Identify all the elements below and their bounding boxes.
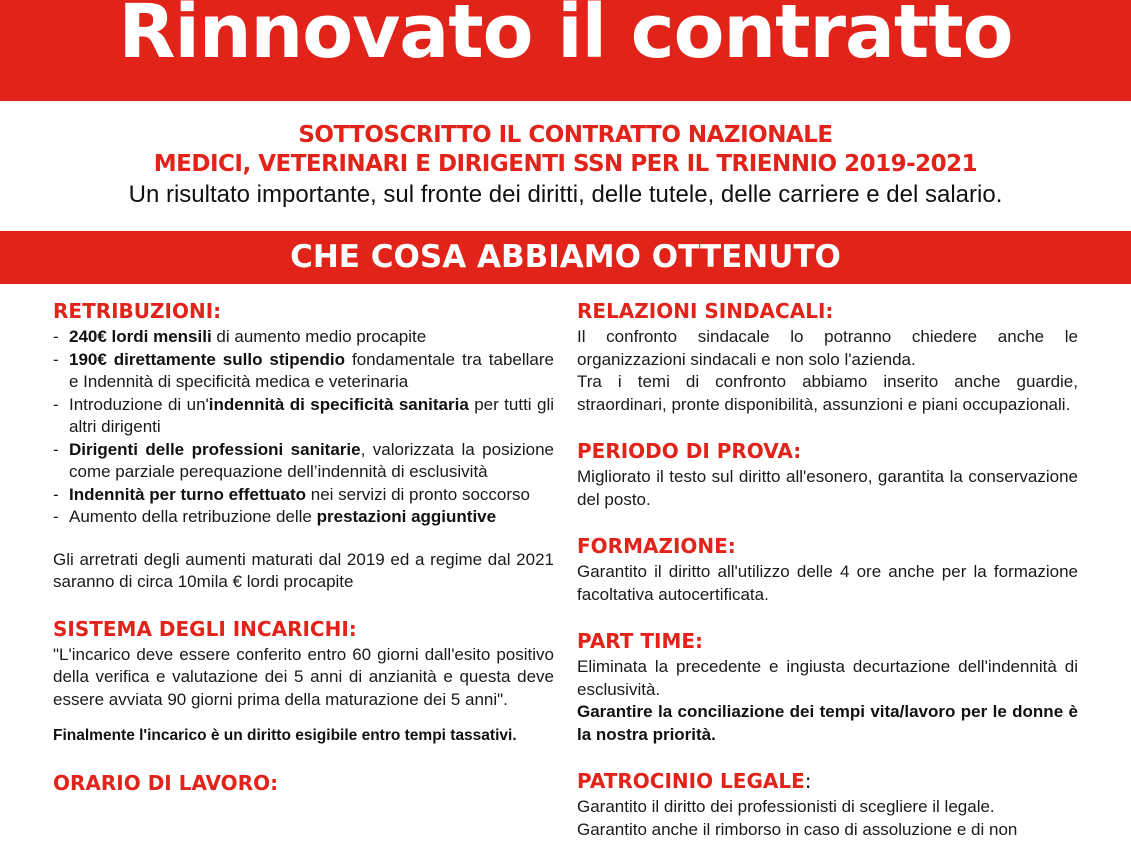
part-time-title: PART TIME: <box>577 629 704 653</box>
retribuzioni-title: RETRIBUZIONI: <box>53 299 222 323</box>
part-time-bold-text: Garantire la conciliazione dei tempi vita/lavoro per le donne è la nostra priorità. <box>577 702 1078 744</box>
item-text: Aumento della retribuzione delle <box>69 507 317 526</box>
item-bold: Indennità per turno effettuato <box>69 484 307 504</box>
part-time-text: Eliminata la precedente e ingiusta decurtazione dell'indennità di esclusività. <box>577 657 1078 699</box>
patrocinio-text-1: Garantito il diritto dei professionisti di scegliere il legale. <box>577 797 995 816</box>
incarichi-text: "L'incarico deve essere conferito entro 60 giorni dall'esito positivo della verifica e valutazione dei 5 anni di anzianità e questa deve essere avviata 90 giorni prima della maturazione dei 5 anni". <box>53 644 554 709</box>
formazione-title: FORMAZIONE: <box>577 534 736 558</box>
list-item <box>53 326 554 349</box>
patrocinio-title-text: PATROCINIO LEGALE <box>577 769 805 793</box>
patrocinio-colon: : <box>804 769 812 793</box>
item-text: Introduzione di un' <box>69 394 209 414</box>
formazione-text: Garantito il diritto all'utilizzo delle 4 ore anche per la formazione facoltativa autocertificata. <box>577 562 1078 604</box>
relazioni-title: RELAZIONI SINDACALI: <box>577 299 834 323</box>
subtitle-block <box>0 121 1131 211</box>
item-text: per tutti gli altri dirigenti <box>69 394 555 436</box>
list-item <box>53 506 554 529</box>
subtitle-line-1: SOTTOSCRITTO IL CONTRATTO NAZIONALE <box>298 122 833 148</box>
prova-text: Migliorato il testo sul diritto all'esonero, garantita la conservazione del posto. <box>577 467 1078 509</box>
retribuzioni-list <box>53 326 554 529</box>
item-bold: 240€ lordi mensili <box>69 327 212 346</box>
item-text: di aumento medio procapite <box>211 327 427 346</box>
item-text: nei servizi di pronto soccorso <box>306 484 530 504</box>
item-bold: Dirigenti delle professioni sanitarie <box>69 439 361 459</box>
item-text: , valorizzata la posizione come parziale perequazione dell’indennità di esclusività <box>69 439 554 481</box>
arretrati-text: Gli arretrati degli aumenti maturati dal 2019 ed a regime dal 2021 saranno di circa 10mila € lordi procapite <box>53 549 554 591</box>
incarichi-note: Finalmente l'incarico è un diritto esigibile entro tempi tassativi. <box>53 727 517 744</box>
section-bar <box>0 231 1131 284</box>
title-banner <box>0 0 1131 101</box>
orario-title: ORARIO DI LAVORO: <box>53 770 279 795</box>
patrocinio-title <box>577 766 1078 796</box>
list-item <box>53 394 554 439</box>
relazioni-text-1: Il confronto sindacale lo potranno chiedere anche le organizzazioni sindacali e non solo l'azienda. <box>577 327 1078 369</box>
incarichi-title: SISTEMA DEGLI INCARICHI: <box>53 616 357 641</box>
page-title: Rinnovato il contratto <box>118 0 1013 75</box>
list-item <box>53 349 554 394</box>
item-text: fondamentale tra tabellare e Indennità di specificità medica e veterinaria <box>69 349 554 391</box>
subtitle-line-2: MEDICI, VETERINARI E DIRIGENTI SSN PER IL TRIENNIO 2019-2021 <box>153 151 978 177</box>
part-time-bold <box>577 701 1078 746</box>
patrocinio-text-2: Garantito anche il rimborso in caso di assoluzione e di non <box>577 819 1018 839</box>
list-item <box>53 439 554 484</box>
prova-title: PERIODO DI PROVA: <box>577 439 802 463</box>
left-column <box>53 296 554 798</box>
tagline: Un risultato importante, sul fronte dei diritti, delle tutele, delle carriere e del salario. <box>128 181 1003 208</box>
item-bold: 190€ direttamente sullo stipendio <box>69 349 345 369</box>
item-bold: prestazioni aggiuntive <box>316 507 497 526</box>
list-item <box>53 484 554 507</box>
right-column <box>577 296 1078 841</box>
section-bar-title: CHE COSA ABBIAMO OTTENUTO <box>290 239 841 275</box>
item-bold: indennità di specificità sanitaria <box>208 394 469 414</box>
relazioni-text-2: Tra i temi di confronto abbiamo inserito anche guardie, straordinari, pronte disponibilità, assunzioni e piani occupazionali. <box>577 372 1078 414</box>
